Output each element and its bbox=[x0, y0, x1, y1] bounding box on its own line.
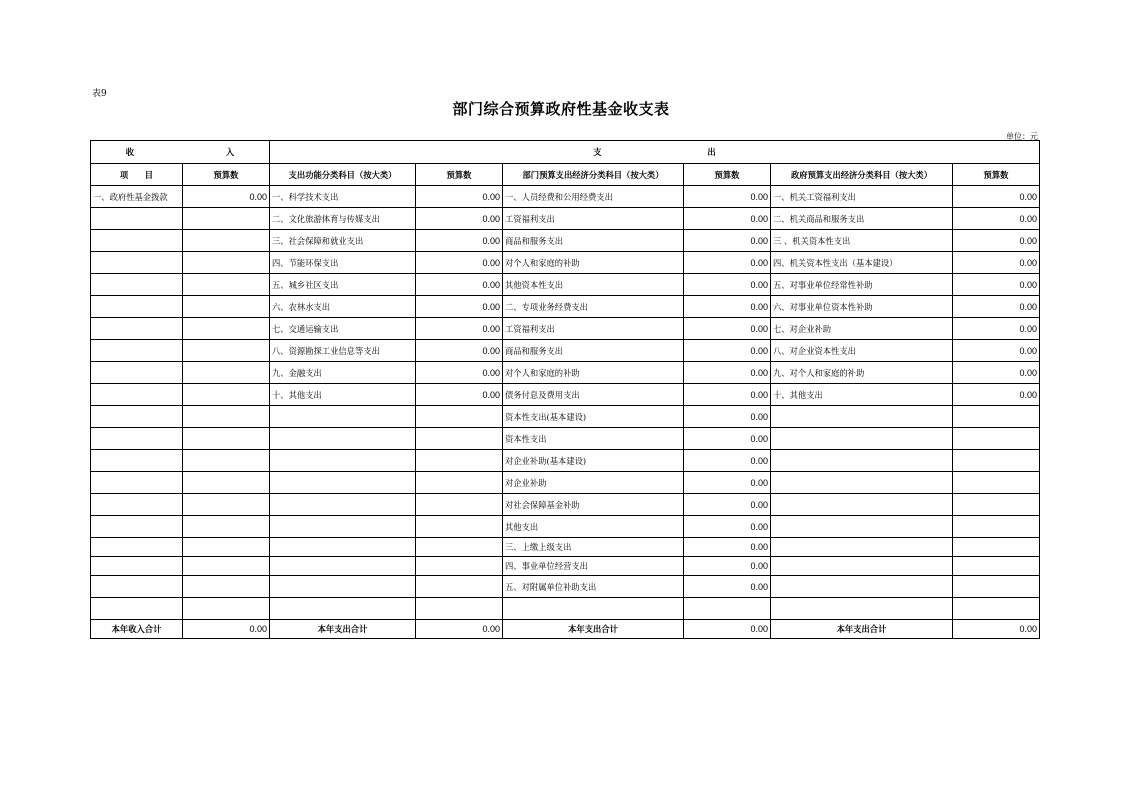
dept-item-cell: 对企业补助 bbox=[503, 472, 684, 494]
dept-amount-cell: 0.00 bbox=[684, 318, 771, 340]
func-amount-cell: 0.00 bbox=[416, 230, 503, 252]
header-row-group bbox=[91, 141, 1040, 164]
table-row bbox=[91, 516, 1040, 538]
gov-amount-cell bbox=[953, 576, 1040, 598]
table-row bbox=[91, 598, 1040, 620]
gov-total-label: 本年支出合计 bbox=[771, 620, 953, 639]
income-amount-cell bbox=[183, 340, 270, 362]
dept-item-cell: 其他支出 bbox=[503, 516, 684, 538]
gov-item-cell: 七、对企业补助 bbox=[771, 318, 953, 340]
func-amount-cell: 0.00 bbox=[416, 274, 503, 296]
gov-amount-cell: 0.00 bbox=[953, 186, 1040, 208]
dept-amount-cell: 0.00 bbox=[684, 340, 771, 362]
dept-amount-cell: 0.00 bbox=[684, 494, 771, 516]
func-item-cell bbox=[270, 472, 416, 494]
income-amount-cell bbox=[183, 576, 270, 598]
dept-item-cell: 对企业补助(基本建设) bbox=[503, 450, 684, 472]
income-amount-cell bbox=[183, 516, 270, 538]
func-item-cell: 六、农林水支出 bbox=[270, 296, 416, 318]
income-header-b: 入 bbox=[225, 147, 235, 157]
func-amount-cell bbox=[416, 494, 503, 516]
func-item-cell: 三、社会保障和就业支出 bbox=[270, 230, 416, 252]
col-header-gov-econ: 政府预算支出经济分类科目（按大类） bbox=[771, 164, 953, 186]
func-amount-cell bbox=[416, 428, 503, 450]
gov-amount-cell bbox=[953, 428, 1040, 450]
dept-amount-cell: 0.00 bbox=[684, 450, 771, 472]
income-item-cell bbox=[91, 538, 183, 557]
dept-amount-cell: 0.00 bbox=[684, 557, 771, 576]
func-item-cell: 九、金融支出 bbox=[270, 362, 416, 384]
income-item-cell bbox=[91, 318, 183, 340]
header-row-columns bbox=[91, 164, 1040, 186]
gov-amount-cell: 0.00 bbox=[953, 340, 1040, 362]
gov-item-cell bbox=[771, 557, 953, 576]
gov-item-cell bbox=[771, 472, 953, 494]
gov-amount-cell bbox=[953, 598, 1040, 620]
income-item-cell bbox=[91, 208, 183, 230]
gov-total-amount: 0.00 bbox=[953, 620, 1040, 639]
income-item-cell bbox=[91, 428, 183, 450]
gov-item-cell bbox=[771, 450, 953, 472]
func-amount-cell bbox=[416, 472, 503, 494]
gov-item-cell: 四、机关资本性支出（基本建设） bbox=[771, 252, 953, 274]
dept-amount-cell: 0.00 bbox=[684, 208, 771, 230]
income-amount-cell bbox=[183, 450, 270, 472]
func-amount-cell bbox=[416, 406, 503, 428]
income-amount-cell bbox=[183, 472, 270, 494]
dept-amount-cell: 0.00 bbox=[684, 186, 771, 208]
gov-item-cell bbox=[771, 598, 953, 620]
func-item-cell: 五、城乡社区支出 bbox=[270, 274, 416, 296]
dept-amount-cell: 0.00 bbox=[684, 516, 771, 538]
func-amount-cell bbox=[416, 576, 503, 598]
table-row bbox=[91, 252, 1040, 274]
gov-item-cell: 六、对事业单位资本性补助 bbox=[771, 296, 953, 318]
table-row bbox=[91, 362, 1040, 384]
dept-amount-cell: 0.00 bbox=[684, 296, 771, 318]
dept-item-cell: 一、人员经费和公用经费支出 bbox=[503, 186, 684, 208]
table-row bbox=[91, 450, 1040, 472]
gov-amount-cell: 0.00 bbox=[953, 296, 1040, 318]
table-row bbox=[91, 428, 1040, 450]
income-amount-cell bbox=[183, 296, 270, 318]
gov-amount-cell bbox=[953, 450, 1040, 472]
expense-header-b: 出 bbox=[707, 147, 716, 157]
gov-amount-cell: 0.00 bbox=[953, 230, 1040, 252]
func-amount-cell bbox=[416, 557, 503, 576]
expense-header bbox=[270, 141, 1040, 164]
table-row bbox=[91, 296, 1040, 318]
dept-amount-cell: 0.00 bbox=[684, 576, 771, 598]
income-header bbox=[91, 141, 270, 164]
gov-item-cell: 九、对个人和家庭的补助 bbox=[771, 362, 953, 384]
page-title: 部门综合预算政府性基金收支表 bbox=[452, 100, 670, 118]
income-item-cell bbox=[91, 557, 183, 576]
gov-item-cell bbox=[771, 538, 953, 557]
dept-item-cell: 五、对附属单位补助支出 bbox=[503, 576, 684, 598]
table-row bbox=[91, 340, 1040, 362]
dept-item-cell: 工资福利支出 bbox=[503, 318, 684, 340]
income-item-cell bbox=[91, 450, 183, 472]
col-header-dept-econ: 部门预算支出经济分类科目（按大类） bbox=[503, 164, 684, 186]
func-total-label: 本年支出合计 bbox=[270, 620, 416, 639]
dept-amount-cell: 0.00 bbox=[684, 472, 771, 494]
gov-amount-cell: 0.00 bbox=[953, 318, 1040, 340]
func-amount-cell: 0.00 bbox=[416, 384, 503, 406]
func-item-cell: 八、资源勘探工业信息等支出 bbox=[270, 340, 416, 362]
dept-item-cell: 商品和服务支出 bbox=[503, 230, 684, 252]
dept-item-cell: 债务付息及费用支出 bbox=[503, 384, 684, 406]
gov-item-cell: 十、其他支出 bbox=[771, 384, 953, 406]
col-header-income-budget: 预算数 bbox=[183, 164, 270, 186]
func-amount-cell: 0.00 bbox=[416, 186, 503, 208]
income-item-cell bbox=[91, 296, 183, 318]
table-row bbox=[91, 230, 1040, 252]
func-item-cell bbox=[270, 450, 416, 472]
gov-item-cell: 二、机关商品和服务支出 bbox=[771, 208, 953, 230]
income-amount-cell bbox=[183, 230, 270, 252]
dept-amount-cell: 0.00 bbox=[684, 538, 771, 557]
func-item-cell bbox=[270, 557, 416, 576]
gov-item-cell bbox=[771, 428, 953, 450]
income-amount-cell bbox=[183, 557, 270, 576]
func-total-amount: 0.00 bbox=[416, 620, 503, 639]
dept-amount-cell: 0.00 bbox=[684, 252, 771, 274]
gov-item-cell bbox=[771, 494, 953, 516]
income-item-cell bbox=[91, 406, 183, 428]
gov-item-cell bbox=[771, 576, 953, 598]
dept-item-cell: 商品和服务支出 bbox=[503, 340, 684, 362]
func-amount-cell bbox=[416, 538, 503, 557]
unit-label: 单位：元 bbox=[1006, 132, 1038, 141]
income-total-label: 本年收入合计 bbox=[91, 620, 183, 639]
gov-item-cell: 一、机关工资福利支出 bbox=[771, 186, 953, 208]
func-amount-cell: 0.00 bbox=[416, 362, 503, 384]
income-item-cell: 一、政府性基金拨款 bbox=[91, 186, 183, 208]
income-amount-cell bbox=[183, 406, 270, 428]
totals-row bbox=[91, 620, 1040, 639]
table-row bbox=[91, 472, 1040, 494]
income-item-cell bbox=[91, 576, 183, 598]
func-item-cell bbox=[270, 406, 416, 428]
income-item-cell bbox=[91, 274, 183, 296]
income-item-cell bbox=[91, 340, 183, 362]
gov-item-cell bbox=[771, 516, 953, 538]
gov-amount-cell bbox=[953, 494, 1040, 516]
dept-total-label: 本年支出合计 bbox=[503, 620, 684, 639]
table-row bbox=[91, 557, 1040, 576]
income-amount-cell bbox=[183, 538, 270, 557]
gov-amount-cell: 0.00 bbox=[953, 384, 1040, 406]
gov-amount-cell: 0.00 bbox=[953, 274, 1040, 296]
table-row bbox=[91, 318, 1040, 340]
gov-amount-cell: 0.00 bbox=[953, 208, 1040, 230]
func-amount-cell: 0.00 bbox=[416, 208, 503, 230]
dept-amount-cell: 0.00 bbox=[684, 428, 771, 450]
table-row bbox=[91, 538, 1040, 557]
table-row bbox=[91, 186, 1040, 208]
dept-item-cell: 对社会保障基金补助 bbox=[503, 494, 684, 516]
income-item-cell bbox=[91, 598, 183, 620]
dept-amount-cell: 0.00 bbox=[684, 230, 771, 252]
func-amount-cell: 0.00 bbox=[416, 340, 503, 362]
func-item-cell: 四、节能环保支出 bbox=[270, 252, 416, 274]
dept-item-cell: 四、事业单位经营支出 bbox=[503, 557, 684, 576]
income-amount-cell bbox=[183, 428, 270, 450]
func-item-cell: 七、交通运输支出 bbox=[270, 318, 416, 340]
dept-item-cell: 对个人和家庭的补助 bbox=[503, 362, 684, 384]
func-item-cell bbox=[270, 516, 416, 538]
gov-item-cell bbox=[771, 406, 953, 428]
func-amount-cell: 0.00 bbox=[416, 318, 503, 340]
dept-total-amount: 0.00 bbox=[684, 620, 771, 639]
dept-amount-cell: 0.00 bbox=[684, 406, 771, 428]
col-header-func-budget: 预算数 bbox=[416, 164, 503, 186]
income-item-cell bbox=[91, 252, 183, 274]
gov-amount-cell: 0.00 bbox=[953, 252, 1040, 274]
gov-amount-cell bbox=[953, 516, 1040, 538]
gov-item-cell: 五、对事业单位经常性补助 bbox=[771, 274, 953, 296]
func-amount-cell bbox=[416, 598, 503, 620]
dept-amount-cell bbox=[684, 598, 771, 620]
col-header-item: 项 目 bbox=[91, 164, 183, 186]
gov-amount-cell bbox=[953, 538, 1040, 557]
func-amount-cell bbox=[416, 516, 503, 538]
income-amount-cell bbox=[183, 362, 270, 384]
dept-amount-cell: 0.00 bbox=[684, 362, 771, 384]
col-header-func-class: 支出功能分类科目（按大类） bbox=[270, 164, 416, 186]
income-header-a: 收 bbox=[125, 147, 135, 157]
dept-amount-cell: 0.00 bbox=[684, 274, 771, 296]
gov-amount-cell bbox=[953, 557, 1040, 576]
income-item-cell bbox=[91, 516, 183, 538]
dept-item-cell: 工资福利支出 bbox=[503, 208, 684, 230]
table-row bbox=[91, 494, 1040, 516]
func-item-cell: 一、科学技术支出 bbox=[270, 186, 416, 208]
func-item-cell: 十、其他支出 bbox=[270, 384, 416, 406]
table-row bbox=[91, 274, 1040, 296]
income-amount-cell bbox=[183, 274, 270, 296]
func-item-cell bbox=[270, 598, 416, 620]
table-number: 表9 bbox=[92, 89, 107, 99]
dept-item-cell: 二、专项业务经费支出 bbox=[503, 296, 684, 318]
table-body bbox=[91, 186, 1040, 620]
func-item-cell bbox=[270, 576, 416, 598]
expense-header-a: 支 bbox=[593, 147, 602, 157]
income-amount-cell bbox=[183, 208, 270, 230]
table-row bbox=[91, 384, 1040, 406]
dept-item-cell: 资本性支出(基本建设) bbox=[503, 406, 684, 428]
gov-item-cell: 三 、机关资本性支出 bbox=[771, 230, 953, 252]
func-item-cell bbox=[270, 538, 416, 557]
income-item-cell bbox=[91, 384, 183, 406]
dept-item-cell: 其他资本性支出 bbox=[503, 274, 684, 296]
func-item-cell: 二、文化旅游体育与传媒支出 bbox=[270, 208, 416, 230]
gov-amount-cell: 0.00 bbox=[953, 362, 1040, 384]
gov-amount-cell bbox=[953, 472, 1040, 494]
col-header-dept-budget: 预算数 bbox=[684, 164, 771, 186]
dept-item-cell: 三、上缴上级支出 bbox=[503, 538, 684, 557]
table-row bbox=[91, 406, 1040, 428]
col-header-gov-budget: 预算数 bbox=[953, 164, 1040, 186]
income-amount-cell: 0.00 bbox=[183, 186, 270, 208]
func-item-cell bbox=[270, 428, 416, 450]
income-item-cell bbox=[91, 472, 183, 494]
table-row bbox=[91, 208, 1040, 230]
income-amount-cell bbox=[183, 318, 270, 340]
dept-item-cell: 资本性支出 bbox=[503, 428, 684, 450]
func-amount-cell: 0.00 bbox=[416, 252, 503, 274]
dept-item-cell: 对个人和家庭的补助 bbox=[503, 252, 684, 274]
income-item-cell bbox=[91, 362, 183, 384]
dept-item-cell bbox=[503, 598, 684, 620]
budget-table bbox=[90, 140, 1040, 639]
income-item-cell bbox=[91, 494, 183, 516]
income-amount-cell bbox=[183, 384, 270, 406]
gov-amount-cell bbox=[953, 406, 1040, 428]
table-row bbox=[91, 576, 1040, 598]
func-amount-cell bbox=[416, 450, 503, 472]
income-amount-cell bbox=[183, 252, 270, 274]
func-amount-cell: 0.00 bbox=[416, 296, 503, 318]
income-total-amount: 0.00 bbox=[183, 620, 270, 639]
income-item-cell bbox=[91, 230, 183, 252]
income-amount-cell bbox=[183, 598, 270, 620]
dept-amount-cell: 0.00 bbox=[684, 384, 771, 406]
gov-item-cell: 八、对企业资本性支出 bbox=[771, 340, 953, 362]
income-amount-cell bbox=[183, 494, 270, 516]
func-item-cell bbox=[270, 494, 416, 516]
